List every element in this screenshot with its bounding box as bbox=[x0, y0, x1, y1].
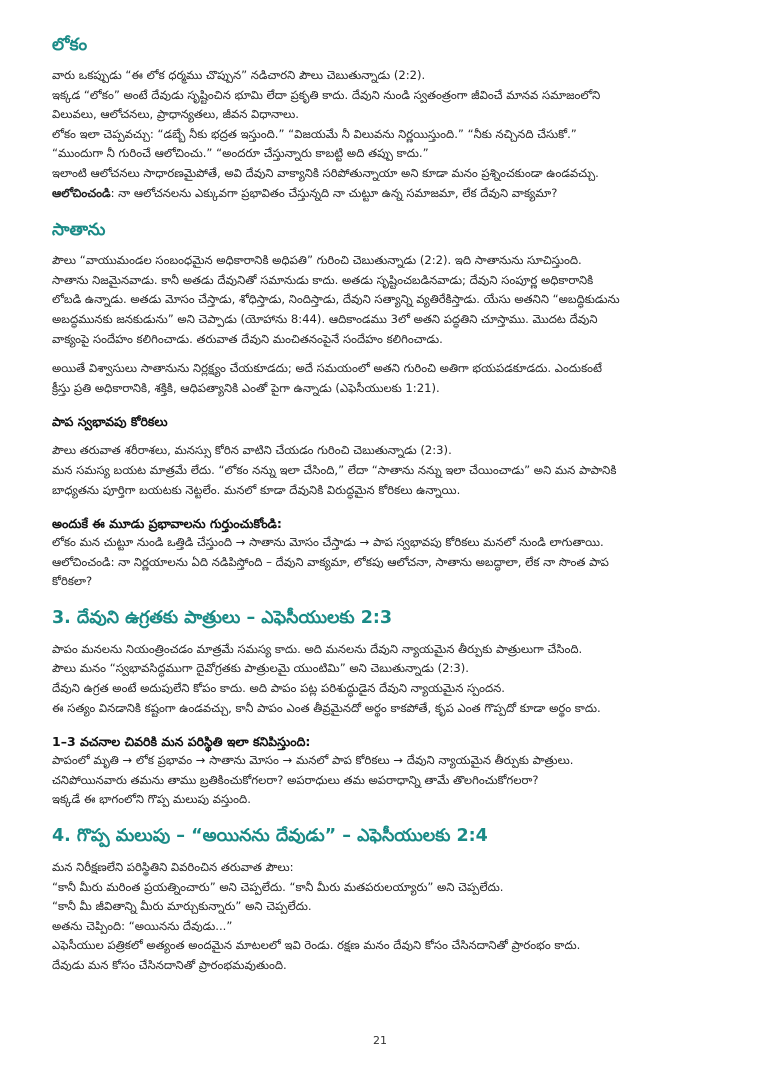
paragraph-line: అయితే విశ్వాసులు సాతానును నిర్లక్ష్యం చేయకూడదు; అదే సమయంలో అతని గురించి అతిగా భయపడకూడదు. ఎందుకంటే bbox=[52, 361, 602, 376]
paragraph-line: అతను చెప్పింది: “అయినను దేవుడు...” bbox=[52, 918, 233, 933]
paragraph-line: “కానీ మీరు మరింత ప్రయత్నించారు” అని చెప్పలేదు. “కానీ మీరు మతపరులయ్యారు” అని చెప్పలేదు. bbox=[52, 879, 504, 894]
reflect-label: ఆలోచించండి bbox=[52, 185, 111, 200]
paragraph-line: మన నిరీక్షణలేని పరిస్థితిని వివరించిన తరువాత పౌలు: bbox=[52, 860, 294, 875]
paragraph-line: ఈ సత్యం వినడానికి కష్టంగా ఉండవచ్చు, కానీ పాపం ఎంత తీవ్రమైనదో అర్థం కాకపోతే, కృప ఎంత గొప్పదో కూడా అర్థం కాదు. bbox=[52, 700, 601, 715]
paragraph-line: “కానీ మీ జీవితాన్ని మీరు మార్చుకున్నారు” అని చెప్పలేదు. bbox=[52, 899, 312, 914]
subheading-sinful-desires: పాప స్వభావపు కోరికలు bbox=[52, 414, 168, 430]
paragraph-line: లోకం మన చుట్టూ నుండి ఒత్తిడి చేస్తుంది → సాతాను మోసం చేస్తాడు → పాప స్వభావపు కోరికలు మనలో నుండి లాగుతాయి. bbox=[52, 535, 604, 550]
paragraph-line: అబద్ధమునకు జనకుడును” అని చెప్పాడు (యోహాను 8:44). ఆదికాండము 3లో అతని పద్ధతిని చూస్తాము. మొదట దేవుని bbox=[52, 311, 598, 326]
paragraph-line: దేవుడు మన కోసం చేసినదానితో ప్రారంభమవుతుంది. bbox=[52, 958, 287, 972]
paragraph-line: ఇక్కడే ఈ భాగంలోని గొప్ప మలుపు వస్తుంది. bbox=[52, 792, 251, 807]
paragraph-line: ఎఫెసీయుల పత్రికలో అత్యంత అందమైన మాటలలో ఇవి రెండు. రక్షణ మనం దేవుని కోసం చేసినదానితో ప్రారంభం కాదు. bbox=[52, 938, 581, 953]
paragraph-line: దేవుని ఉగ్రత అంటే అదుపులేని కోపం కాదు. అది పాపం పట్ల పరిశుద్ధుడైన దేవుని న్యాయమైన స్పందన. bbox=[52, 681, 505, 696]
paragraph-line: బాధ్యతను పూర్తిగా బయటకు నెట్టలేం. మనలో కూడా దేవునికి విరుద్ధమైన కోరికలు ఉన్నాయి. bbox=[52, 482, 461, 497]
paragraph-line: వారు ఒకప్పుడు “ఈ లోక ధర్మము చొప్పున” నడిచారని పౌలు చెబుతున్నాడు (2:2). bbox=[52, 68, 426, 82]
paragraph-line: క్రీస్తు ప్రతి అధికారానికి, శక్తికి, ఆధిపత్యానికి ఎంతో పైగా ఉన్నాడు (ఎఫెసీయులకు 1:21). bbox=[52, 380, 440, 395]
subheading-three-influences: అందుకే ఈ మూడు ప్రభావాలను గుర్తుంచుకోండి: bbox=[52, 516, 282, 532]
section-heading-satan: సాతాను bbox=[52, 220, 106, 241]
paragraph-line: ఇలాంటి ఆలోచనలు సాధారణమైపోతే, అవి దేవుని వాక్యానికి సరిపోతున్నాయా అని కూడా మనం ప్రశ్నించకుండా ఉండవచ్చు. bbox=[52, 165, 599, 180]
paragraph-line: “ముందుగా నీ గురించే ఆలోచించు.” “అందరూ చేస్తున్నారు కాబట్టి అది తప్పు కాదు.” bbox=[52, 146, 429, 161]
section-heading-but-god: 4. గొప్ప మలుపు – “అయినను దేవుడు” – ఎఫెసీయులకు 2:4 bbox=[52, 826, 488, 847]
paragraph-line: ఇక్కడ “లోకం” అంటే దేవుడు సృష్టించిన భూమి లేదా ప్రకృతి కాదు. దేవుని నుండి స్వతంత్రంగా జీవించే మానవ సమాజంలోని bbox=[52, 87, 601, 102]
reflect-line bbox=[52, 184, 708, 204]
paragraph-line: సాతాను నిజమైనవాడు. కానీ అతడు దేవునితో సమానుడు కాదు. అతడు సృష్టించబడినవాడు; దేవుని సంపూర్ణ అధికారానికి bbox=[52, 272, 594, 287]
paragraph-line: వాక్యంపై సందేహం కలిగించాడు. తరువాత దేవుని మంచితనంపైనే సందేహం కలిగించాడు. bbox=[52, 331, 443, 346]
paragraph-line: పౌలు తరువాత శరీరాశలు, మనస్సు కోరిన వాటిని చేయడం గురించి చెబుతున్నాడు (2:3). bbox=[52, 443, 452, 458]
paragraph-line: విలువలు, ఆలోచనలు, ప్రాధాన్యతలు, జీవన విధానాలు. bbox=[52, 107, 299, 122]
paragraph-line: చనిపోయినవారు తమను తాము బ్రతికించుకోగలరా? అపరాధులు తమ అపరాధాన్ని తామే తొలగించుకోగలరా? bbox=[52, 772, 539, 787]
paragraph-line: లోకం ఇలా చెప్పవచ్చు: “డబ్బే నీకు భద్రత ఇస్తుంది.” “విజయమే నీ విలువను నిర్ణయిస్తుంది.” “నీకు నచ్చినది చేసుకో.” bbox=[52, 126, 577, 141]
section-heading-wrath: 3. దేవుని ఉగ్రతకు పాత్రులు – ఎఫెసీయులకు 2:3 bbox=[52, 607, 393, 628]
paragraph-line: ఆలోచించండి: నా నిర్ణయాలను ఏది నడిపిస్తోంది – దేవుని వాక్యమా, లోకపు ఆలోచనా, సాతాను అబద్ధాలా, లేక నా సొంత పాప bbox=[52, 554, 609, 569]
paragraph-line: పౌలు “వాయుమండల సంబంధమైన అధికారానికి అధిపతి” గురించి చెబుతున్నాడు (2:2). ఇది సాతానును సూచిస్తుంది. bbox=[52, 253, 582, 268]
subheading-our-condition: 1–3 వచనాల చివరికి మన పరిస్థితి ఇలా కనిపిస్తుంది: bbox=[52, 734, 311, 750]
reflect-text: : నా ఆలోచనలను ఎక్కువగా ప్రభావితం చేస్తున్నది నా చుట్టూ ఉన్న సమాజమా, లేక దేవుని వాక్యమా? bbox=[110, 185, 558, 200]
paragraph-line: పాపం మనలను నియంత్రించడం మాత్రమే సమస్య కాదు. అది మనలను దేవుని న్యాయమైన తీర్పుకు పాత్రులుగా చేసింది. bbox=[52, 641, 583, 656]
paragraph-line: మన సమస్య బయట మాత్రమే లేదు. “లోకం నన్ను ఇలా చేసింది,” లేదా “సాతాను నన్ను ఇలా చేయించాడు” అని మన పాపానికి bbox=[52, 462, 617, 477]
section-heading-world: లోకం bbox=[52, 35, 88, 55]
paragraph-line: పౌలు మనం “స్వభావసిద్ధముగా దైవోగ్రతకు పాత్రులమై యుంటిమి” అని చెబుతున్నాడు (2:3). bbox=[52, 661, 469, 676]
page-number: 21 bbox=[373, 1034, 387, 1047]
paragraph-line: లోబడి ఉన్నాడు. అతడు మోసం చేస్తాడు, శోధిస్తాడు, నిందిస్తాడు, దేవుని సత్యాన్ని వ్యతిరేకిస్తాడు. యేసు అతనిని “అబద్ధికుడును bbox=[52, 292, 620, 307]
paragraph-line: పాపంలో మృతి → లోక ప్రభావం → సాతాను మోసం → మనలో పాప కోరికలు → దేవుని న్యాయమైన తీర్పుకు పాత్రులు. bbox=[52, 753, 574, 768]
paragraph-line: కోరికలా? bbox=[52, 574, 93, 589]
